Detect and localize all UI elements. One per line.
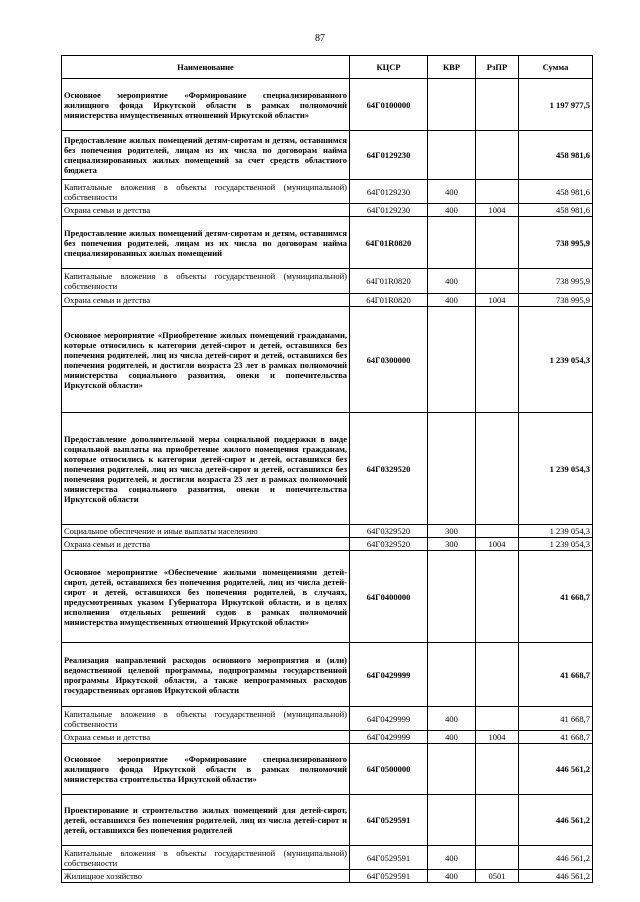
- cell-kcsr: 64Г0500000: [350, 744, 428, 795]
- cell-kvr: [428, 795, 476, 846]
- cell-sum: 446 561,2: [519, 846, 593, 870]
- cell-sum: 458 981,6: [519, 204, 593, 217]
- budget-table: [61, 55, 593, 883]
- cell-kcsr: 64Г01R0820: [350, 217, 428, 269]
- cell-name: Социальное обеспечение и иные выплаты населению: [62, 525, 350, 538]
- cell-name: Основное мероприятие «Приобретение жилых помещений гражданами, которые относились к категории детей-сирот и детей, оставшихся без попечения родителей, лиц из числа детей-сирот и детей, оставшихся без попечения родителей, и достигли возраста 23 лет в рамках полномочий министерства социального развития, опеки и попечительства Иркутской области»: [62, 307, 350, 413]
- table-row: [62, 307, 593, 413]
- cell-kvr: [428, 744, 476, 795]
- cell-kvr: 300: [428, 525, 476, 538]
- cell-kvr: 400: [428, 294, 476, 307]
- table-row: [62, 79, 593, 131]
- cell-kvr: 300: [428, 538, 476, 551]
- cell-name: Реализация направлений расходов основного мероприятия и (или) ведомственной целевой программы, подпрограммы государственной программы Иркутской области, а также непрограммных расходов государственных органов Иркутской области: [62, 643, 350, 707]
- cell-sum: 1 239 054,3: [519, 525, 593, 538]
- cell-rzpr: 1004: [476, 204, 519, 217]
- header-kvr: КВР: [428, 56, 476, 79]
- cell-sum: 41 668,7: [519, 731, 593, 744]
- table-row: [62, 643, 593, 707]
- table-row: [62, 846, 593, 870]
- cell-kvr: [428, 79, 476, 131]
- cell-rzpr: [476, 795, 519, 846]
- cell-kvr: 400: [428, 870, 476, 883]
- cell-kcsr: 64Г0329520: [350, 413, 428, 525]
- header-rzpr: РзПР: [476, 56, 519, 79]
- cell-rzpr: [476, 217, 519, 269]
- table-row: [62, 131, 593, 180]
- cell-kcsr: 64Г01R0820: [350, 269, 428, 294]
- cell-kcsr: 64Г0429999: [350, 731, 428, 744]
- cell-rzpr: [476, 551, 519, 643]
- cell-name: Предоставление жилых помещений детям-сиротам и детям, оставшимся без попечения родителей, лицам из их числа по договорам найма специализированных жилых помещений: [62, 217, 350, 269]
- table-row: [62, 707, 593, 731]
- table-row: [62, 525, 593, 538]
- cell-rzpr: [476, 413, 519, 525]
- cell-kvr: [428, 131, 476, 180]
- header-kcsr: КЦСР: [350, 56, 428, 79]
- cell-rzpr: [476, 307, 519, 413]
- table-row: [62, 413, 593, 525]
- cell-kvr: [428, 551, 476, 643]
- cell-name: Жилищное хозяйство: [62, 870, 350, 883]
- table-row: [62, 538, 593, 551]
- cell-name: Основное мероприятие «Формирование специализированного жилищного фонда Иркутской области в рамках полномочий министерства строительства Иркутской области»: [62, 744, 350, 795]
- table-row: [62, 731, 593, 744]
- cell-name: Предоставление жилых помещений детям-сиротам и детям, оставшимся без попечения родителей, лицам из их числа по договорам найма специализированных жилых помещений за счет средств областного бюджета: [62, 131, 350, 180]
- cell-name: Основное мероприятие «Обеспечение жилыми помещениями детей-сирот, детей, оставшихся без попечения родителей, лиц из числа детей-сирот и детей, оставшихся без попечения родителей, в случаях, предусмотренных указом Губернатора Иркутской области, и в целях исполнения отдельных решений судов в рамках полномочий министерства имущественных отношений Иркутской области»: [62, 551, 350, 643]
- cell-kcsr: 64Г0129230: [350, 204, 428, 217]
- cell-kcsr: 64Г0529591: [350, 846, 428, 870]
- cell-kcsr: 64Г0100000: [350, 79, 428, 131]
- cell-kcsr: 64Г0329520: [350, 538, 428, 551]
- cell-kcsr: 64Г0529591: [350, 870, 428, 883]
- table-row: [62, 795, 593, 846]
- cell-kvr: 400: [428, 707, 476, 731]
- cell-kvr: 400: [428, 846, 476, 870]
- cell-sum: 458 981,6: [519, 180, 593, 204]
- table-row: [62, 217, 593, 269]
- cell-kcsr: 64Г0529591: [350, 795, 428, 846]
- table-row: [62, 204, 593, 217]
- table-row: [62, 744, 593, 795]
- cell-kvr: 400: [428, 204, 476, 217]
- cell-kvr: 400: [428, 180, 476, 204]
- cell-sum: 738 995,9: [519, 294, 593, 307]
- cell-name: Капитальные вложения в объекты государственной (муниципальной) собственности: [62, 180, 350, 204]
- cell-kvr: [428, 217, 476, 269]
- page-number: 87: [315, 33, 325, 44]
- cell-sum: 446 561,2: [519, 795, 593, 846]
- cell-rzpr: [476, 79, 519, 131]
- table-row: [62, 551, 593, 643]
- cell-kvr: 400: [428, 731, 476, 744]
- table-header-row: [62, 56, 593, 79]
- cell-kcsr: 64Г0329520: [350, 525, 428, 538]
- header-sum: Сумма: [519, 56, 593, 79]
- cell-name: Охрана семьи и детства: [62, 731, 350, 744]
- cell-kcsr: 64Г0429999: [350, 707, 428, 731]
- cell-rzpr: [476, 269, 519, 294]
- cell-sum: 1 197 977,5: [519, 79, 593, 131]
- cell-rzpr: [476, 180, 519, 204]
- cell-name: Капитальные вложения в объекты государственной (муниципальной) собственности: [62, 269, 350, 294]
- cell-rzpr: 1004: [476, 294, 519, 307]
- cell-sum: 446 561,2: [519, 870, 593, 883]
- cell-kvr: [428, 413, 476, 525]
- cell-kcsr: 64Г0300000: [350, 307, 428, 413]
- cell-kcsr: 64Г01R0820: [350, 294, 428, 307]
- cell-rzpr: [476, 131, 519, 180]
- cell-rzpr: [476, 525, 519, 538]
- cell-rzpr: 1004: [476, 731, 519, 744]
- cell-sum: 738 995,9: [519, 269, 593, 294]
- cell-rzpr: [476, 643, 519, 707]
- cell-sum: 1 239 054,3: [519, 307, 593, 413]
- cell-rzpr: 0501: [476, 870, 519, 883]
- cell-kcsr: 64Г0400000: [350, 551, 428, 643]
- table-row: [62, 294, 593, 307]
- cell-rzpr: [476, 707, 519, 731]
- cell-kcsr: 64Г0129230: [350, 131, 428, 180]
- cell-kvr: [428, 307, 476, 413]
- table-row: [62, 180, 593, 204]
- cell-sum: 1 239 054,3: [519, 413, 593, 525]
- cell-sum: 458 981,6: [519, 131, 593, 180]
- table-row: [62, 870, 593, 883]
- cell-name: Охрана семьи и детства: [62, 538, 350, 551]
- cell-rzpr: [476, 744, 519, 795]
- cell-sum: 738 995,9: [519, 217, 593, 269]
- table-row: [62, 269, 593, 294]
- cell-kcsr: 64Г0429999: [350, 643, 428, 707]
- cell-name: Капитальные вложения в объекты государственной (муниципальной) собственности: [62, 707, 350, 731]
- cell-sum: 446 561,2: [519, 744, 593, 795]
- cell-kvr: [428, 643, 476, 707]
- cell-kvr: 400: [428, 269, 476, 294]
- cell-name: Основное мероприятие «Формирование специализированного жилищного фонда Иркутской области в рамках полномочий министерства имущественных отношений Иркутской области»: [62, 79, 350, 131]
- cell-sum: 41 668,7: [519, 707, 593, 731]
- cell-sum: 41 668,7: [519, 551, 593, 643]
- cell-name: Проектирование и строительство жилых помещений для детей-сирот, детей, оставшихся без попечения родителей, лиц из числа детей-сирот и детей, оставшихся без попечения родителей: [62, 795, 350, 846]
- cell-kcsr: 64Г0129230: [350, 180, 428, 204]
- cell-name: Предоставление дополнительной меры социальной поддержки в виде социальной выплаты на приобретение жилого помещения гражданам, которые относились к категории детей-сирот и детей, оставшихся без попечения родителей, лиц из числа детей-сирот и детей, оставшихся без попечения родителей, и достигли возраста 23 лет в рамках полномочий министерства социального развития, опеки и попечительства Иркутской области: [62, 413, 350, 525]
- cell-name: Охрана семьи и детства: [62, 204, 350, 217]
- cell-sum: 41 668,7: [519, 643, 593, 707]
- header-name: Наименование: [62, 56, 350, 79]
- cell-name: Охрана семьи и детства: [62, 294, 350, 307]
- cell-name: Капитальные вложения в объекты государственной (муниципальной) собственности: [62, 846, 350, 870]
- cell-sum: 1 239 054,3: [519, 538, 593, 551]
- cell-rzpr: [476, 846, 519, 870]
- cell-rzpr: 1004: [476, 538, 519, 551]
